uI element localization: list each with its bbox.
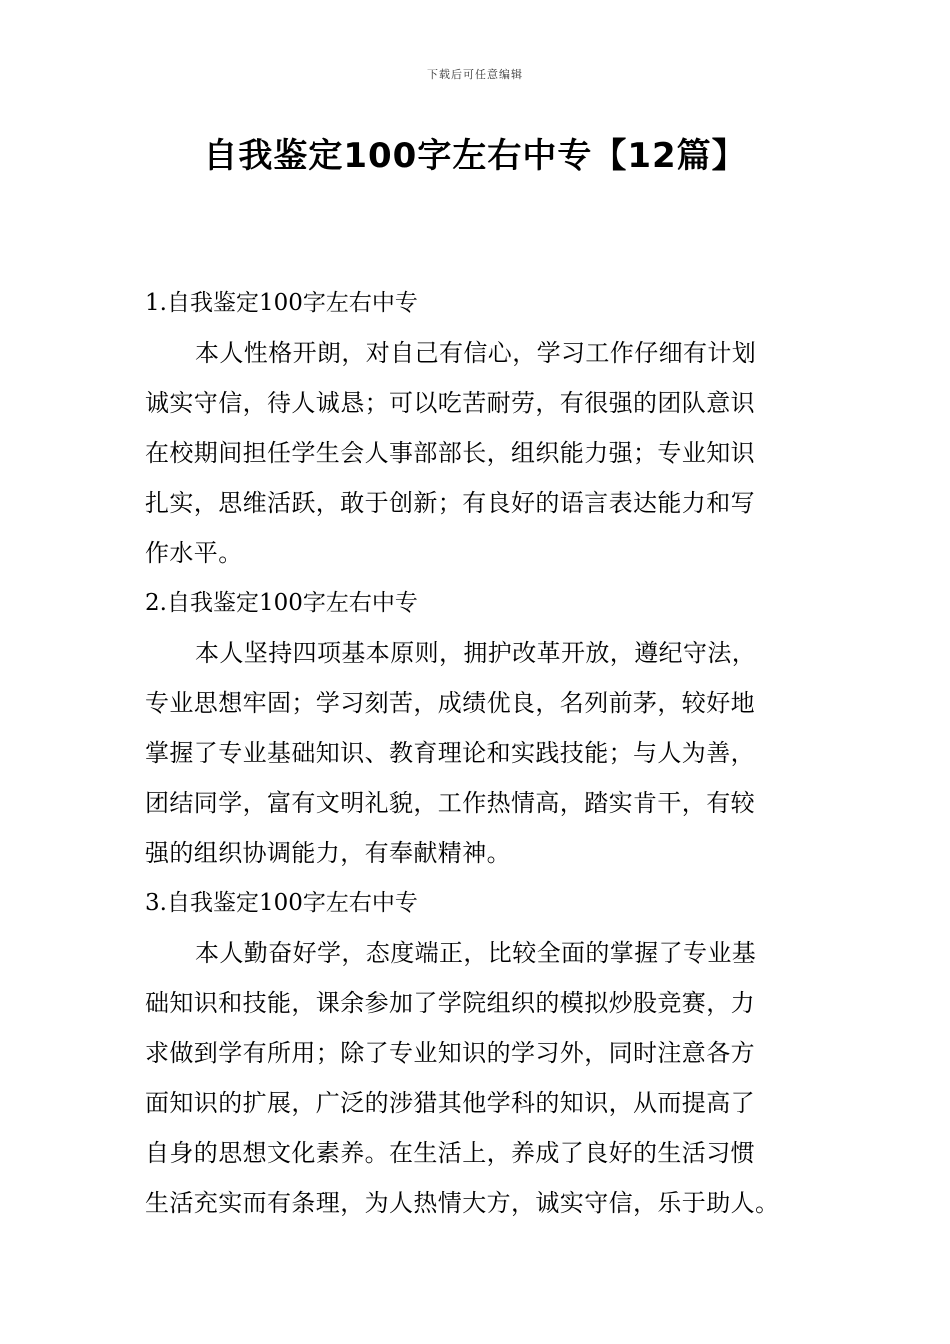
- paragraph-line: 础知识和技能，课余参加了学院组织的模拟炒股竞赛，力: [145, 989, 755, 1017]
- paragraph-line: 团结同学，富有文明礼貌，工作热情高，踏实肯干，有较: [145, 789, 755, 817]
- paragraph-line: 掌握了专业基础知识、教育理论和实践技能；与人为善，: [145, 739, 755, 767]
- paragraph-line: 本人勤奋好学，态度端正，比较全面的掌握了专业基: [195, 939, 757, 967]
- section-3: [145, 878, 807, 1228]
- paragraph-line: 诚实守信，待人诚恳；可以吃苦耐劳，有很强的团队意识: [145, 389, 755, 417]
- section-heading: 1.自我鉴定100字左右中专: [145, 290, 418, 316]
- header-note: 下载后可任意编辑: [427, 68, 523, 81]
- paragraph-line: 面知识的扩展，广泛的涉猎其他学科的知识，从而提高了: [145, 1089, 755, 1117]
- paragraph-line: 专业思想牢固；学习刻苦，成绩优良，名列前茅，较好地: [145, 689, 755, 717]
- paragraph-line: 生活充实而有条理，为人热情大方，诚实守信，乐于助人。: [145, 1189, 780, 1217]
- paragraph-line: 扎实，思维活跃，敢于创新；有良好的语言表达能力和写: [145, 489, 755, 517]
- paragraph-line: 作水平。: [145, 539, 243, 567]
- paragraph-line: 在校期间担任学生会人事部部长，组织能力强；专业知识: [145, 439, 755, 467]
- paragraph-line: 求做到学有所用；除了专业知识的学习外，同时注意各方: [145, 1039, 755, 1067]
- paragraph-line: 本人性格开朗，对自己有信心，学习工作仔细有计划: [195, 339, 757, 367]
- section-1: [145, 278, 807, 578]
- paragraph-line: 强的组织协调能力，有奉献精神。: [145, 839, 511, 867]
- section-heading: 2.自我鉴定100字左右中专: [145, 590, 418, 616]
- paragraph-line: 自身的思想文化素养。在生活上，养成了良好的生活习惯: [145, 1139, 755, 1167]
- paragraph-line: 本人坚持四项基本原则，拥护改革开放，遵纪守法，: [195, 639, 757, 667]
- document-body: [145, 278, 807, 1228]
- section-2: [145, 578, 807, 878]
- document-title: 自我鉴定100字左右中专【12篇】: [203, 136, 747, 176]
- section-heading: 3.自我鉴定100字左右中专: [145, 890, 418, 916]
